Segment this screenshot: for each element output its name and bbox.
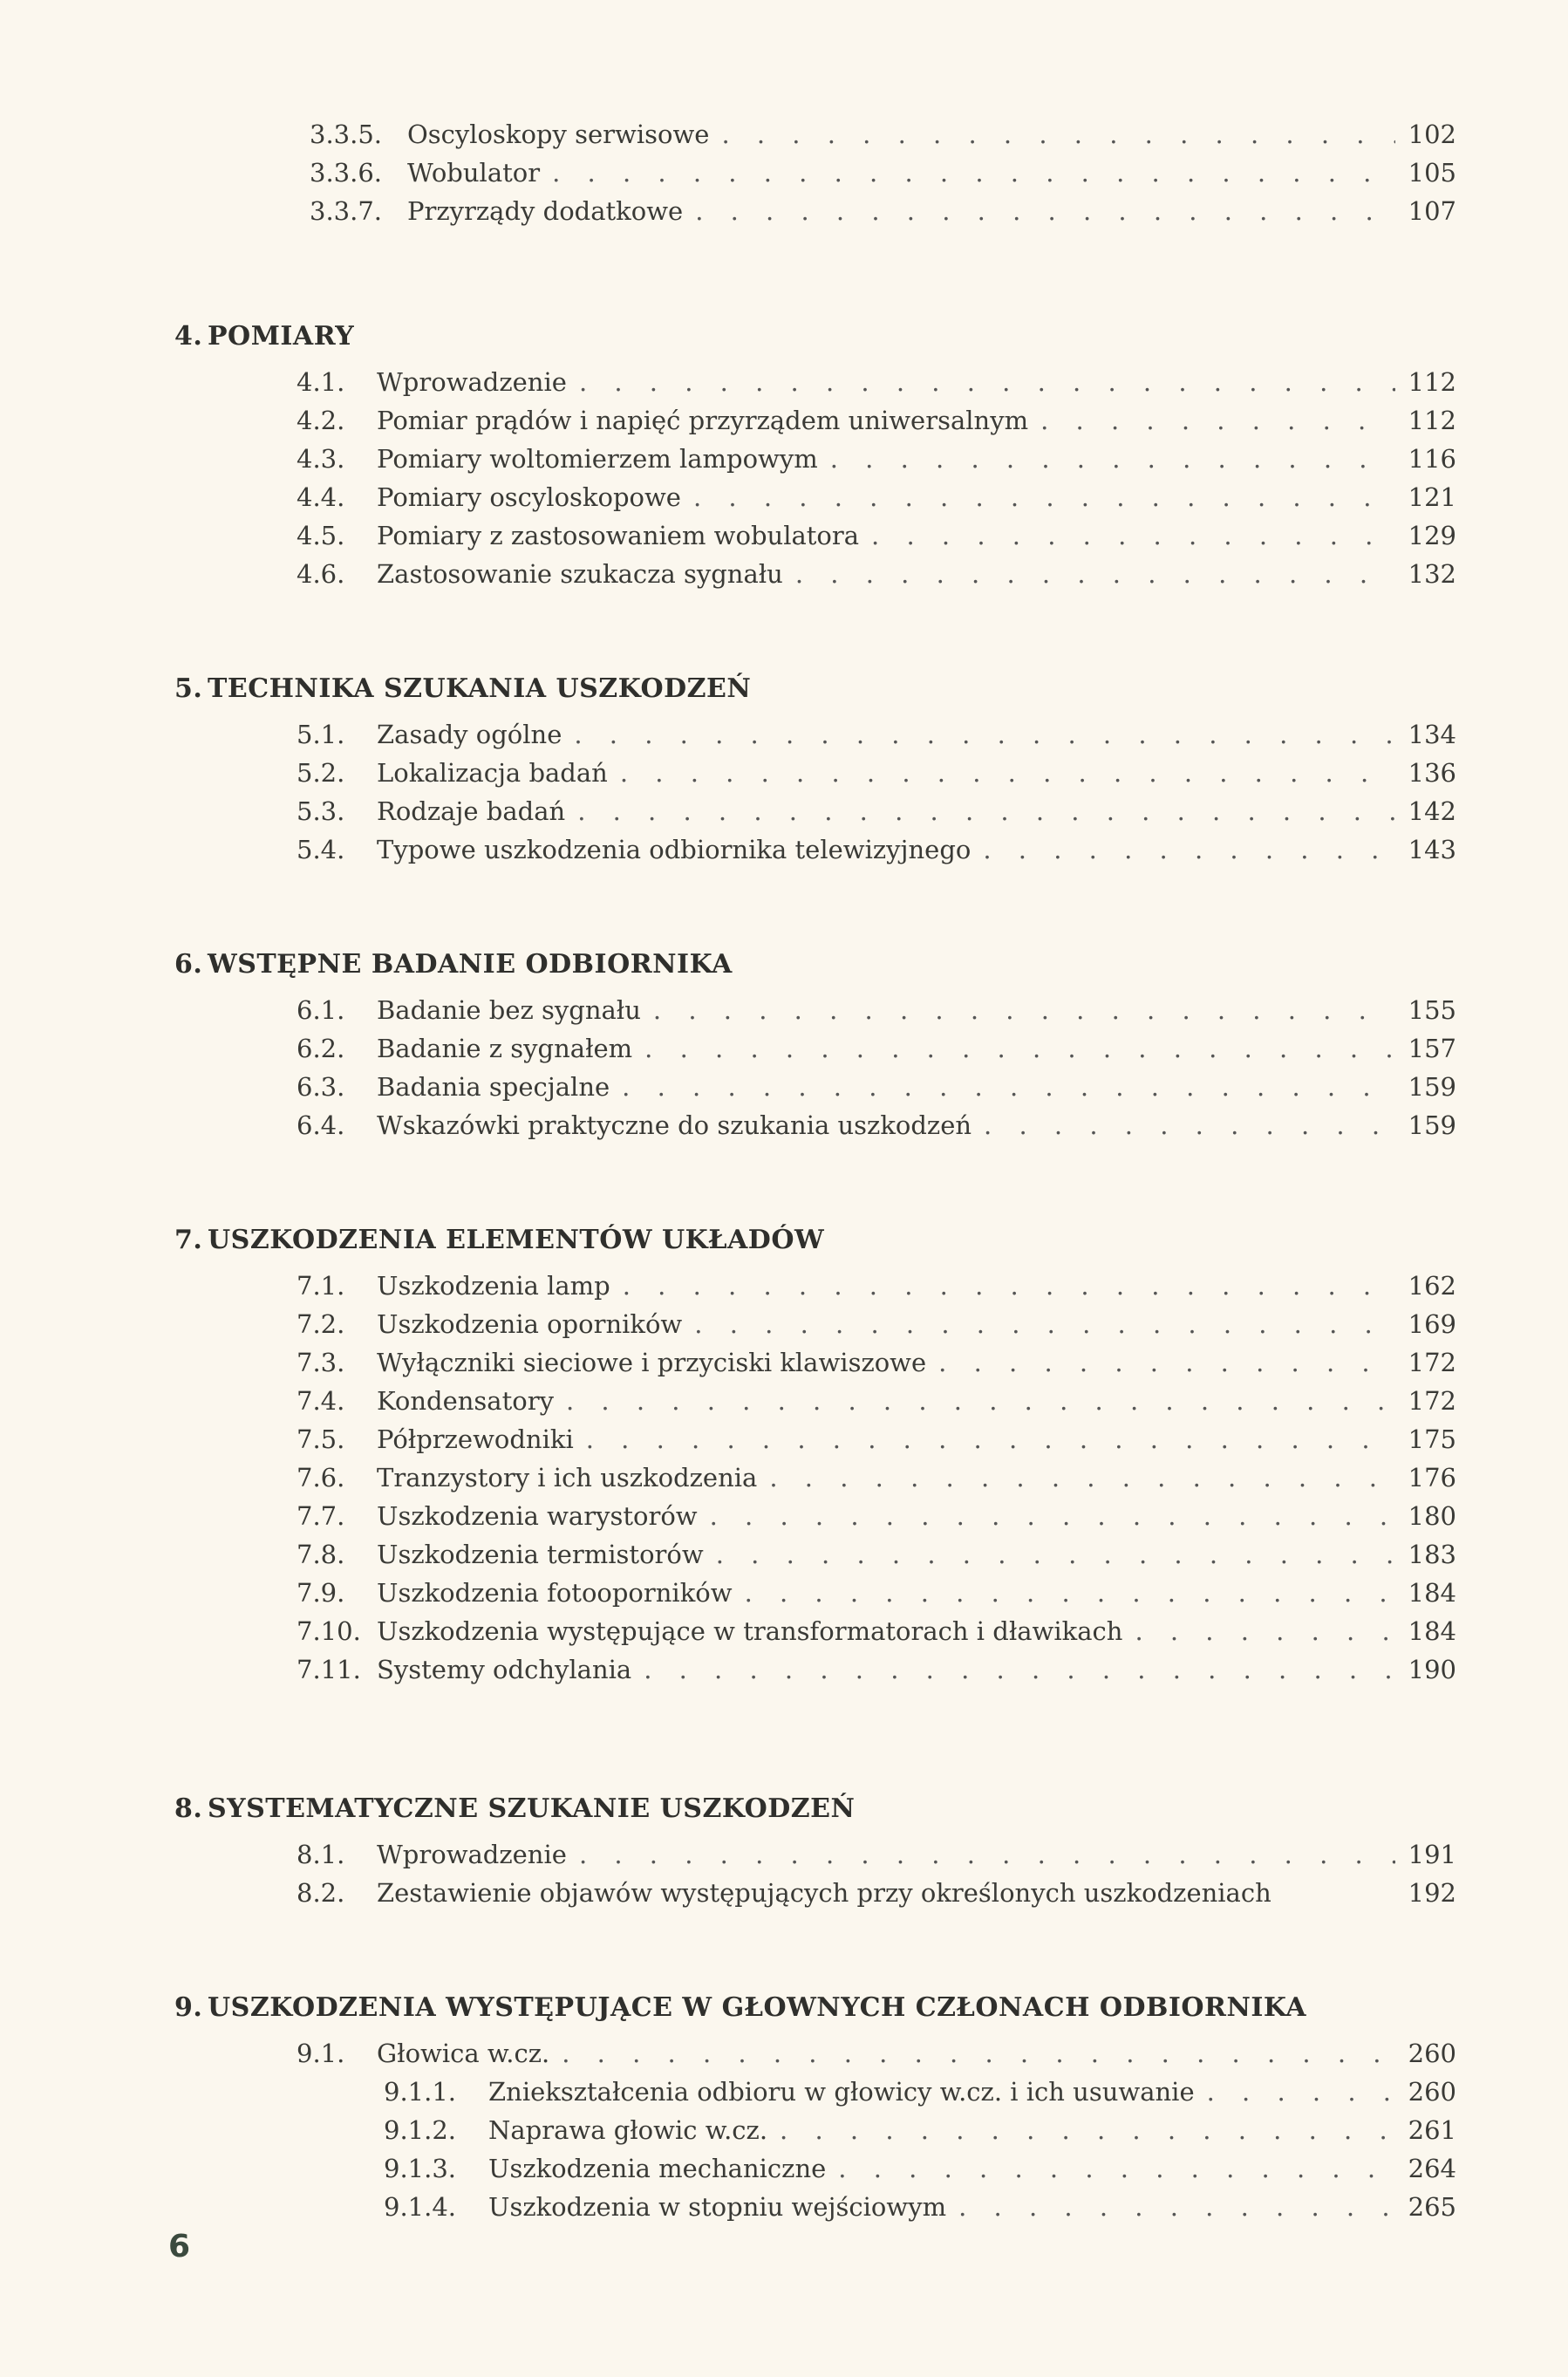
dot-leader	[1135, 1612, 1395, 1650]
entry-page-number: 105	[1408, 158, 1456, 188]
entry-number: 4.2.	[297, 406, 345, 435]
chapter-number: 9.	[174, 1992, 203, 2023]
toc-entry[interactable]	[174, 1106, 1456, 1144]
entry-title: Rodzaje badań	[377, 796, 566, 826]
toc-entry[interactable]	[174, 1650, 1456, 1689]
entry-page-number: 184	[1408, 1578, 1456, 1608]
entry-title: Wprowadzenie	[377, 367, 567, 397]
dot-leader	[586, 1420, 1395, 1458]
entry-page-number: 176	[1408, 1463, 1456, 1492]
dot-leader	[938, 1343, 1395, 1382]
toc-entry[interactable]	[174, 1029, 1456, 1068]
toc-entry[interactable]	[174, 192, 1456, 230]
toc-entry[interactable]	[174, 1343, 1456, 1382]
chapter-title: WSTĘPNE BADANIE ODBIORNIKA	[208, 949, 733, 980]
dot-leader	[623, 1267, 1395, 1305]
entry-number: 5.2.	[297, 758, 345, 788]
entry-page-number: 261	[1408, 2115, 1456, 2145]
entry-number: 6.3.	[297, 1072, 345, 1102]
toc-entry[interactable]	[174, 555, 1456, 593]
entry-page-number: 175	[1408, 1424, 1456, 1454]
dot-leader	[958, 2188, 1395, 2226]
entry-page-number: 157	[1408, 1034, 1456, 1063]
entry-number: 6.4.	[297, 1110, 345, 1140]
entry-title: Zniekształcenia odbioru w głowicy w.cz. i ich usuwanie	[488, 2077, 1195, 2107]
entry-number: 9.1.2.	[384, 2115, 457, 2145]
chapter-number: 6.	[174, 949, 203, 980]
entry-title: Naprawa głowic w.cz.	[488, 2115, 768, 2145]
entry-title: Oscyloskopy serwisowe	[407, 120, 710, 149]
entry-title: Uszkodzenia termistorów	[377, 1540, 704, 1569]
entry-page-number: 265	[1408, 2192, 1456, 2222]
entry-number: 7.3.	[297, 1348, 345, 1377]
entry-number: 3.3.7.	[310, 196, 383, 226]
toc-entry[interactable]	[174, 2111, 1456, 2149]
toc-entry[interactable]	[174, 478, 1456, 516]
dot-leader	[1207, 2073, 1395, 2111]
dot-leader	[721, 115, 1395, 154]
dot-leader	[695, 192, 1395, 230]
toc-entry[interactable]	[174, 1382, 1456, 1420]
entry-number: 5.1.	[297, 720, 345, 749]
toc-entry[interactable]	[174, 991, 1456, 1029]
toc-entry[interactable]	[174, 2149, 1456, 2188]
entry-title: Badanie z sygnałem	[377, 1034, 633, 1063]
entry-number: 9.1.4.	[384, 2192, 457, 2222]
entry-title: Pomiary oscyloskopowe	[377, 482, 681, 512]
dot-leader	[577, 792, 1395, 830]
toc-entry[interactable]	[174, 1068, 1456, 1106]
entry-number: 5.4.	[297, 835, 345, 864]
chapter-heading	[174, 670, 1456, 708]
entry-title: Zasady ogólne	[377, 720, 562, 749]
toc-entry[interactable]	[174, 1535, 1456, 1574]
chapter-number: 4.	[174, 321, 203, 352]
chapter-title: POMIARY	[208, 321, 355, 352]
entry-title: Badania specjalne	[377, 1072, 610, 1102]
entry-page-number: 143	[1408, 835, 1456, 864]
toc-entry[interactable]	[174, 1420, 1456, 1458]
entry-number: 9.1.3.	[384, 2154, 457, 2183]
toc-entry[interactable]	[174, 1267, 1456, 1305]
toc-entry[interactable]	[174, 792, 1456, 830]
entry-number: 9.1.1.	[384, 2077, 457, 2107]
chapter-heading	[174, 946, 1456, 984]
entry-title: Wyłączniki sieciowe i przyciski klawiszowe	[377, 1348, 927, 1377]
entry-number: 6.1.	[297, 995, 345, 1025]
dot-leader	[871, 516, 1395, 555]
toc-entry[interactable]	[174, 1612, 1456, 1650]
entry-number: 8.2.	[297, 1878, 345, 1908]
entry-number: 7.1.	[297, 1271, 345, 1301]
dot-leader	[1040, 401, 1395, 440]
toc-entry[interactable]	[174, 440, 1456, 478]
entry-page-number: 180	[1408, 1501, 1456, 1531]
entry-title: Uszkodzenia lamp	[377, 1271, 610, 1301]
entry-page-number: 142	[1408, 796, 1456, 826]
entry-title: Półprzewodniki	[377, 1424, 574, 1454]
entry-number: 7.8.	[297, 1540, 345, 1569]
dot-leader	[622, 1068, 1395, 1106]
dot-leader	[653, 991, 1395, 1029]
dot-leader	[552, 154, 1395, 192]
entry-page-number: 191	[1408, 1840, 1456, 1869]
entry-page-number: 116	[1408, 444, 1456, 474]
entry-page-number: 136	[1408, 758, 1456, 788]
toc-entry[interactable]	[174, 1458, 1456, 1497]
toc-entry[interactable]	[174, 715, 1456, 754]
entry-page-number: 121	[1408, 482, 1456, 512]
chapter-title: SYSTEMATYCZNE SZUKANIE USZKODZEŃ	[208, 1793, 856, 1824]
entry-number: 7.11.	[297, 1655, 361, 1684]
dot-leader	[566, 1382, 1395, 1420]
entry-number: 9.1.	[297, 2039, 345, 2068]
toc-entry[interactable]	[174, 1497, 1456, 1535]
page-number: 6	[168, 2229, 191, 2264]
toc-chapter	[174, 318, 1456, 593]
toc-chapter	[174, 1790, 1456, 1912]
toc-entry[interactable]	[174, 2188, 1456, 2226]
entry-title: Pomiary woltomierzem lampowym	[377, 444, 818, 474]
entry-number: 4.1.	[297, 367, 345, 397]
chapter-title: USZKODZENIA ELEMENTÓW UKŁADÓW	[208, 1225, 825, 1255]
entry-page-number: 129	[1408, 521, 1456, 550]
entry-page-number: 132	[1408, 559, 1456, 589]
toc-chapter	[174, 115, 1456, 230]
dot-leader	[780, 2111, 1395, 2149]
entry-title: Zastosowanie szukacza sygnału	[377, 559, 783, 589]
dot-leader	[830, 440, 1395, 478]
entry-title: Wobulator	[407, 158, 541, 188]
toc-chapter	[174, 1989, 1456, 2226]
table-of-contents	[174, 115, 1456, 2226]
entry-number: 4.5.	[297, 521, 345, 550]
toc-chapter	[174, 670, 1456, 869]
dot-leader	[710, 1497, 1395, 1535]
entry-title: Kondensatory	[377, 1386, 554, 1416]
entry-title: Głowica w.cz.	[377, 2039, 550, 2068]
entry-page-number: 102	[1408, 120, 1456, 149]
dot-leader	[693, 478, 1395, 516]
dot-leader	[694, 1305, 1395, 1343]
toc-entry[interactable]	[174, 1305, 1456, 1343]
chapter-heading	[174, 318, 1456, 356]
entry-number: 5.3.	[297, 796, 345, 826]
chapter-heading	[174, 1221, 1456, 1260]
entry-page-number: 155	[1408, 995, 1456, 1025]
dot-leader	[620, 754, 1395, 792]
dot-leader	[644, 1029, 1395, 1068]
toc-entry[interactable]	[174, 154, 1456, 192]
entry-number: 7.7.	[297, 1501, 345, 1531]
entry-page-number: 107	[1408, 196, 1456, 226]
entry-number: 4.6.	[297, 559, 345, 589]
entry-number: 7.9.	[297, 1578, 345, 1608]
chapter-title: USZKODZENIA WYSTĘPUJĄCE W GŁOWNYCH CZŁONACH ODBIORNIKA	[208, 1992, 1307, 2023]
entry-page-number: 192	[1408, 1878, 1456, 1908]
toc-entry[interactable]	[174, 830, 1456, 869]
entry-title: Uszkodzenia występujące w transformatorach i dławikach	[377, 1616, 1123, 1646]
toc-chapter	[174, 946, 1456, 1144]
chapter-number: 5.	[174, 673, 203, 704]
entry-title: Badanie bez sygnału	[377, 995, 641, 1025]
entry-title: Uszkodzenia w stopniu wejściowym	[488, 2192, 947, 2222]
entry-title: Typowe uszkodzenia odbiornika telewizyjnego	[377, 835, 971, 864]
toc-entry[interactable]	[174, 1574, 1456, 1612]
entry-page-number: 159	[1408, 1110, 1456, 1140]
dot-leader	[838, 2149, 1395, 2188]
entry-page-number: 112	[1408, 406, 1456, 435]
entry-number: 7.6.	[297, 1463, 345, 1492]
entry-number: 7.10.	[297, 1616, 361, 1646]
toc-entry[interactable]	[174, 754, 1456, 792]
dot-leader	[745, 1574, 1395, 1612]
entry-page-number: 172	[1408, 1348, 1456, 1377]
entry-page-number: 183	[1408, 1540, 1456, 1569]
chapter-number: 7.	[174, 1225, 203, 1255]
dot-leader	[644, 1650, 1395, 1689]
toc-entry[interactable]	[174, 1835, 1456, 1874]
entry-title: Uszkodzenia warystorów	[377, 1501, 698, 1531]
entry-title: Uszkodzenia mechaniczne	[488, 2154, 827, 2183]
entry-page-number: 264	[1408, 2154, 1456, 2183]
dot-leader	[562, 2034, 1395, 2073]
entry-title: Lokalizacja badań	[377, 758, 608, 788]
entry-title: Zestawienie objawów występujących przy określonych uszkodzeniach	[377, 1878, 1271, 1908]
entry-page-number: 260	[1408, 2077, 1456, 2107]
chapter-number: 8.	[174, 1793, 203, 1824]
toc-entry[interactable]	[174, 401, 1456, 440]
dot-leader	[795, 555, 1395, 593]
entry-number: 4.3.	[297, 444, 345, 474]
entry-title: Systemy odchylania	[377, 1655, 632, 1684]
chapter-title: TECHNIKA SZUKANIA USZKODZEŃ	[208, 673, 752, 704]
chapter-heading	[174, 1989, 1456, 2027]
toc-entry[interactable]	[174, 363, 1456, 401]
entry-title: Tranzystory i ich uszkodzenia	[377, 1463, 758, 1492]
toc-entry[interactable]	[174, 516, 1456, 555]
dot-leader	[984, 1106, 1395, 1144]
dot-leader	[579, 1835, 1395, 1874]
dot-leader	[574, 715, 1395, 754]
entry-page-number: 159	[1408, 1072, 1456, 1102]
entry-title: Wprowadzenie	[377, 1840, 567, 1869]
dot-leader	[716, 1535, 1395, 1574]
toc-entry[interactable]	[174, 2073, 1456, 2111]
entry-page-number: 172	[1408, 1386, 1456, 1416]
entry-number: 7.4.	[297, 1386, 345, 1416]
entry-page-number: 134	[1408, 720, 1456, 749]
entry-number: 4.4.	[297, 482, 345, 512]
entry-title: Uszkodzenia oporników	[377, 1309, 683, 1339]
entry-number: 8.1.	[297, 1840, 345, 1869]
entry-page-number: 190	[1408, 1655, 1456, 1684]
entry-title: Pomiary z zastosowaniem wobulatora	[377, 521, 860, 550]
dot-leader	[579, 363, 1395, 401]
entry-title: Przyrządy dodatkowe	[407, 196, 684, 226]
entry-page-number: 162	[1408, 1271, 1456, 1301]
toc-entry[interactable]	[174, 2034, 1456, 2073]
toc-chapter	[174, 1221, 1456, 1689]
entry-page-number: 169	[1408, 1309, 1456, 1339]
entry-number: 3.3.6.	[310, 158, 383, 188]
entry-number: 6.2.	[297, 1034, 345, 1063]
dot-leader	[983, 830, 1395, 869]
entry-number: 7.2.	[297, 1309, 345, 1339]
entry-number: 7.5.	[297, 1424, 345, 1454]
toc-entry[interactable]	[174, 115, 1456, 154]
entry-title: Uszkodzenia fotooporników	[377, 1578, 733, 1608]
toc-entry[interactable]	[174, 1874, 1456, 1912]
entry-title: Pomiar prądów i napięć przyrządem uniwersalnym	[377, 406, 1029, 435]
entry-page-number: 112	[1408, 367, 1456, 397]
entry-page-number: 260	[1408, 2039, 1456, 2068]
entry-number: 3.3.5.	[310, 120, 383, 149]
dot-leader	[769, 1458, 1395, 1497]
chapter-heading	[174, 1790, 1456, 1828]
entry-title: Wskazówki praktyczne do szukania uszkodzeń	[377, 1110, 972, 1140]
entry-page-number: 184	[1408, 1616, 1456, 1646]
